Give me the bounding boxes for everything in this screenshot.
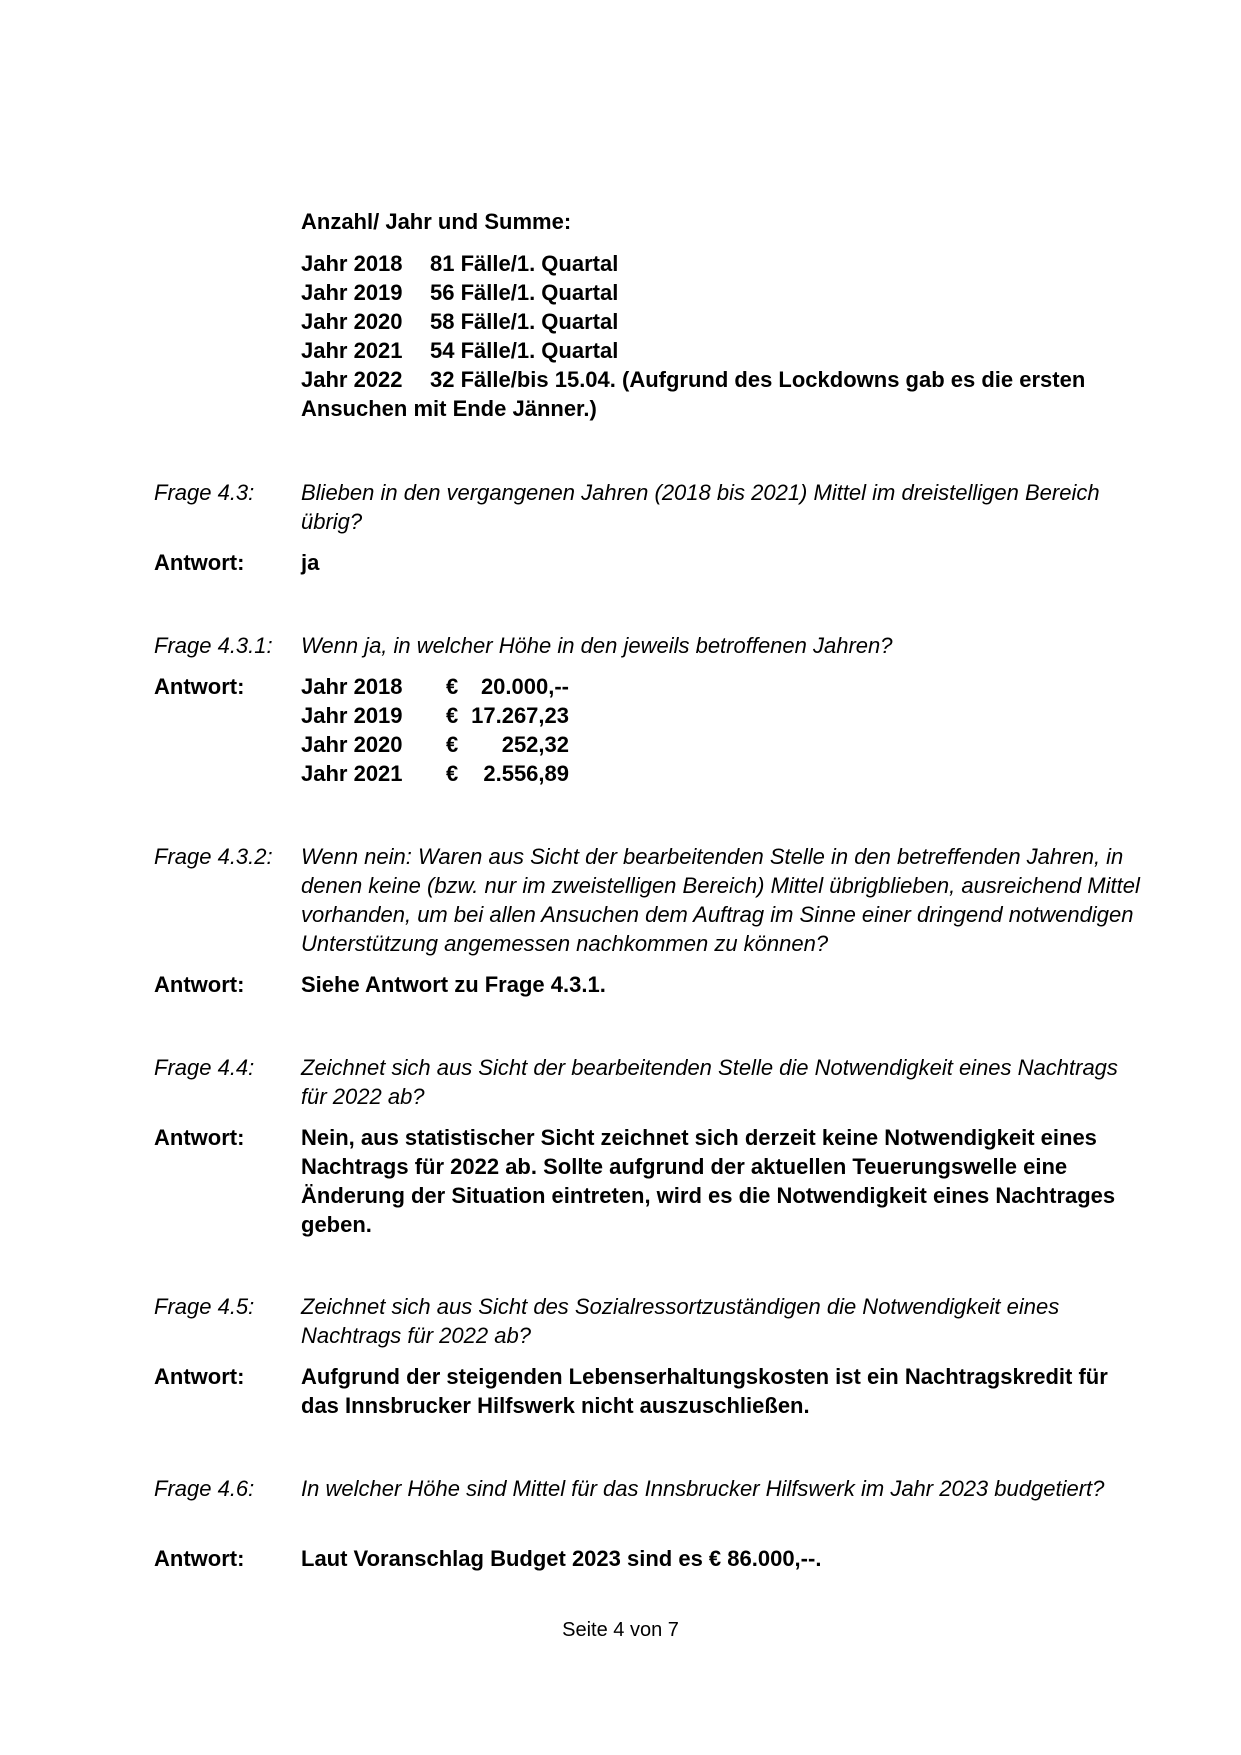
amount-year: Jahr 2020 <box>301 732 403 757</box>
case-year: Jahr 2020 <box>301 309 403 334</box>
case-count: 54 Fälle/1. Quartal <box>430 338 619 363</box>
answer-label: Antwort: <box>154 1125 245 1150</box>
answer-label: Antwort: <box>154 1364 245 1389</box>
answer-text: Aufgrund der steigenden Lebenserhaltungskosten ist ein Nachtragskredit für das Innsbrucker Hilfswerk nicht auszuschließen. <box>301 1364 1108 1418</box>
counts-heading: Anzahl/ Jahr und Summe: <box>301 209 572 234</box>
question-text: Wenn ja, in welcher Höhe in den jeweils betroffenen Jahren? <box>301 633 893 658</box>
case-count: 58 Fälle/1. Quartal <box>430 309 619 334</box>
question-text: Zeichnet sich aus Sicht des Sozialressortzuständigen die Notwendigkeit eines Nachtrags für 2022 ab? <box>301 1294 1060 1348</box>
answer-label: Antwort: <box>154 550 245 575</box>
question-text: Zeichnet sich aus Sicht der bearbeitenden Stelle die Notwendigkeit eines Nachtrags für 2022 ab? <box>301 1055 1118 1109</box>
case-count: 81 Fälle/1. Quartal <box>430 251 619 276</box>
question-label: Frage 4.3.1: <box>154 633 273 658</box>
amount-currency: € <box>446 674 459 699</box>
amount-currency: € <box>446 732 459 757</box>
question-text: Wenn nein: Waren aus Sicht der bearbeitenden Stelle in den betreffenden Jahren, in denen keine (bzw. nur im zweistelligen Bereich) Mittel übrigblieben, ausreichend Mittel vorhanden, um bei allen Ansuchen dem Auftrag im Sinne einer dringend notwendigen Unterstützung angemessen nachkommen zu können? <box>301 844 1140 956</box>
amount-value: 252,32 <box>501 732 569 757</box>
case-count: 32 Fälle/bis 15.04. (Aufgrund des Lockdowns gab es die ersten <box>430 367 1086 392</box>
amount-value: 20.000,-- <box>480 674 569 699</box>
page-number: Seite 4 von 7 <box>562 1619 679 1641</box>
question-label: Frage 4.3: <box>154 480 255 505</box>
question-label: Frage 4.6: <box>154 1476 255 1501</box>
amount-currency: € <box>446 703 459 728</box>
case-count: 56 Fälle/1. Quartal <box>430 280 619 305</box>
case-count-continuation: Ansuchen mit Ende Jänner.) <box>301 396 597 421</box>
answer-label: Antwort: <box>154 674 245 699</box>
question-text: In welcher Höhe sind Mittel für das Innsbrucker Hilfswerk im Jahr 2023 budgetiert? <box>301 1476 1105 1501</box>
answer-label: Antwort: <box>154 972 245 997</box>
question-label: Frage 4.4: <box>154 1055 255 1080</box>
case-year: Jahr 2022 <box>301 367 403 392</box>
answer-text: Nein, aus statistischer Sicht zeichnet sich derzeit keine Notwendigkeit eines Nachtrags für 2022 ab. Sollte aufgrund der aktuellen Teuerungswelle eine Änderung der Situation eintreten, wird es die Notwendigkeit eines Nachtrages geben. <box>301 1125 1116 1237</box>
case-year: Jahr 2021 <box>301 338 403 363</box>
case-year: Jahr 2018 <box>301 251 403 276</box>
answer-text: Laut Voranschlag Budget 2023 sind es € 86.000,--. <box>301 1546 822 1571</box>
amount-year: Jahr 2019 <box>301 703 403 728</box>
answer-text: ja <box>301 550 320 575</box>
case-year: Jahr 2019 <box>301 280 403 305</box>
amount-year: Jahr 2021 <box>301 761 403 786</box>
amount-currency: € <box>446 761 459 786</box>
amount-year: Jahr 2018 <box>301 674 403 699</box>
answer-text: Siehe Antwort zu Frage 4.3.1. <box>301 972 606 997</box>
amount-value: 17.267,23 <box>471 703 569 728</box>
question-text: Blieben in den vergangenen Jahren (2018 bis 2021) Mittel im dreistelligen Bereich übrig? <box>301 480 1100 534</box>
question-label: Frage 4.5: <box>154 1294 255 1319</box>
answer-label: Antwort: <box>154 1546 245 1571</box>
amount-value: 2.556,89 <box>483 761 569 786</box>
question-label: Frage 4.3.2: <box>154 844 273 869</box>
